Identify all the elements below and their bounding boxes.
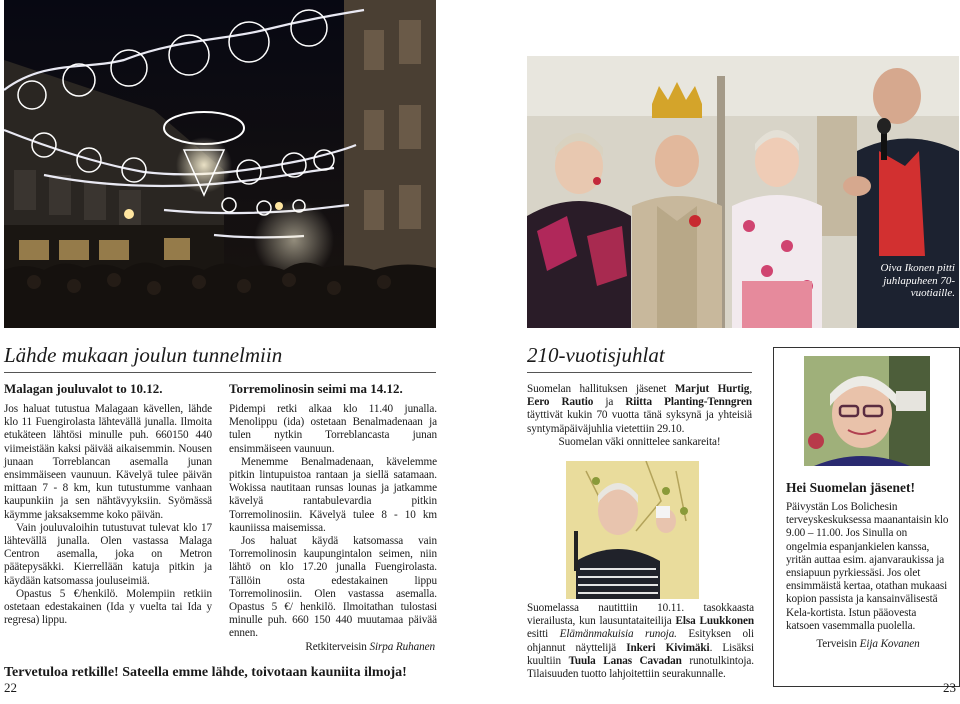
- name-marjut: Marjut Hurtig: [674, 383, 750, 395]
- right-heading: 210-vuotisjuhlat: [527, 343, 665, 367]
- eija-portrait-photo: [804, 356, 930, 466]
- left-heading-rule: [4, 372, 436, 373]
- malaga-title: Malagan jouluvalot to 10.12.: [4, 381, 163, 396]
- left-page-number: 22: [4, 680, 17, 695]
- event-text-3: Esityksen oli ohjannut näyttelijä: [527, 628, 754, 654]
- notice-title: Hei Suomelan jäsenet!: [786, 480, 915, 495]
- malaga-lights-photo: [4, 0, 436, 328]
- member-notice-box: [773, 347, 960, 687]
- torremolinos-paragraph-3: Jos haluat käydä katsomassa vain Torremolinosin kaupungintalon seimen, niin lähtö on klo 17.20 junalla Fuengirolasta. Tällöin osta edestakainen lippu Torremolinosiin. Olen vastassa asemalla. Opastus 5 €/ henkilö. Ilmoitathan tulostasi minulle puh. 660 150 440 muutamaa päivää ennen.: [229, 535, 437, 640]
- reciter-photo: [566, 461, 699, 599]
- notice-sign-prefix: Terveisin: [816, 638, 857, 651]
- event-text-4: . Lisäksi kuultiin: [527, 641, 754, 667]
- recital-article: [527, 602, 754, 681]
- signature-prefix: Retkiterveisin: [305, 640, 367, 653]
- notice-body: [786, 501, 950, 651]
- malaga-paragraph-2: Vain jouluvaloihin tutustuvat tulevat klo 17 lähtevällä junalla. Olen vastassa Malaga Centron asemalla, joka on Metron päätepysäkki. Kierrellään katuja pitkin ja käydään katsomassa jouluseimiä.: [4, 521, 212, 587]
- intro-text-3: täyttivät kukin 70 vuotta tänä syksynä ja yhteisiä syntymäpäiväjuhlia vietettiin 29.10.: [527, 409, 752, 435]
- right-heading-rule: [527, 372, 752, 373]
- torremolinos-article: [229, 381, 437, 654]
- name-elsa: Elsa Luukkonen: [675, 615, 754, 628]
- name-riitta: Riitta Planting-Tenngren: [625, 396, 752, 409]
- malaga-paragraph-3: Opastus 5 €/henkilö. Molempiin retkiin ostetaan edestakainen (Ida y vuelta tai Ida y regresa) lippu.: [4, 587, 212, 627]
- congratulation-line: Suomelan väki onnittelee sankareita!: [558, 435, 721, 448]
- torremolinos-title: Torremolinosin seimi ma 14.12.: [229, 381, 403, 396]
- notice-sign-name: Eija Kovanen: [859, 638, 920, 651]
- event-text-1: Suomelassa nautittiin 10.11. tasokkaasta vierailusta, kun lausuntataiteilija: [527, 602, 754, 628]
- malaga-paragraph-1: Jos haluat tutustua Malagaan kävellen, lähde klo 11 Fuengirolasta lähtevällä junalla. Ilmoita etukäteen lähtösi minulle puh. 660150 440 viimeistään kaksi päivää aikaisemmin. Nousen junaan Torreblancan asemalla junan ensimmäiseen vaunuun. Kävelyä tulee päivän mittaan 7 - 8 km, kun tutustumme vanhaan kaupunkiin ja sen nähtävyyksiin. Syömässä käymme jaksaksemme koko päivän.: [4, 403, 212, 521]
- left-heading: Lähde mukaan joulun tunnelmiin: [4, 343, 283, 367]
- speaker-caption: Oiva Ikonen pitti juhlapuheen 70-vuotiaille.: [880, 262, 955, 299]
- event-text-2: esitti: [527, 628, 549, 641]
- birthday-group-photo: [527, 56, 959, 328]
- recital-paragraph: [527, 602, 754, 681]
- torremolinos-paragraph-2: Menemme Benalmadenaan, kävelemme pitkin lintupuistoa rantaan ja siellä satamaan. Wokissa nautitaan runsas lounas ja jatkamme kävelyä rantabulevardia pitkin Torremolinosiin. Kävelyä tulee 8 - 10 km kauniissa maisemissa.: [229, 455, 437, 534]
- birthday-paragraph: Suomelan hallituksen jäsenet Marjut Hurtig, Eero Rautio ja Riitta Planting-Tenngren täyttivät kukin 70 vuotta tänä syksynä ja yhteisiä syntymäpäiväjuhlia vietettiin 29.10.: [527, 383, 753, 435]
- malaga-article: [4, 381, 212, 627]
- right-page-number: 23: [943, 680, 956, 695]
- torremolinos-paragraph-1: Pidempi retki alkaa klo 11.40 junalla. Menolippu (ida) ostetaan Benalmadenaan ja tulen nytkin Torreblancasta junan ensimmäiseen vaunuun.: [229, 403, 437, 455]
- intro-text-1: Suomelan hallituksen jäsenet: [527, 383, 667, 395]
- torremolinos-signature: [229, 641, 437, 654]
- birthday-intro: [527, 383, 752, 449]
- poem-title: Elämänmakuisia runoja.: [559, 628, 677, 641]
- left-footer-line: Tervetuloa retkille! Sateella emme lähde, toivotaan kauniita ilmoja!: [4, 665, 407, 680]
- notice-signature: [786, 638, 950, 651]
- event-text-5: runotulkintoja. Tilaisuuden tuotto lahjoitettiin seurakunnalle.: [527, 654, 754, 681]
- intro-text-2: ja: [605, 396, 614, 409]
- signature-name: Sirpa Ruhanen: [369, 640, 435, 653]
- name-tuula: Tuula Lanas Cavadan: [568, 654, 682, 667]
- name-eero: Eero Rautio: [527, 396, 594, 409]
- name-inkeri: Inkeri Kivimäki: [626, 641, 710, 654]
- notice-paragraph: Päivystän Los Bolichesin terveyskeskuksessa maanantaisin klo 9.00 – 11.00. Jos Sinulla on ongelmia espanjankielen kanssa, yritän auttaa esim. ajanvaraukissa ja ensiapuun pyrkiessäsi. Jos olet ensimmäistä kertaa, otathan mukaasi kopion passista ja kansainvälisestä Kela-kortista. Istun pääovesta katsoen vasemmalla puolella.: [786, 501, 949, 632]
